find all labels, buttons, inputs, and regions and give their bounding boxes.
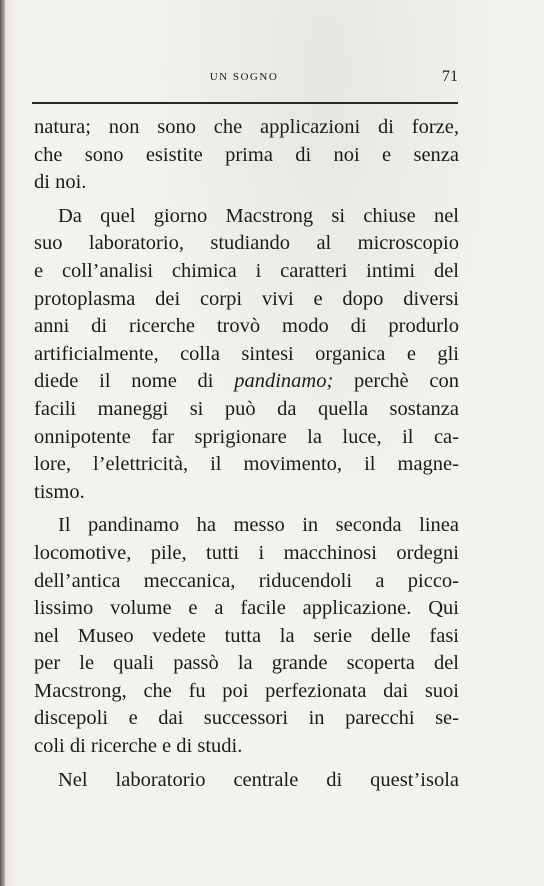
text-line: suo laboratorio, studiando al microscopio xyxy=(34,232,459,255)
text-line: facili maneggi si può da quella sostanza xyxy=(34,397,459,420)
page-header xyxy=(30,68,458,90)
text-line: protoplasma dei corpi vivi e dopo diversi xyxy=(34,287,459,310)
text-line: Nel laboratorio centrale di quest’isola xyxy=(58,768,459,791)
text-line: anni di ricerche trovò modo di produrlo xyxy=(34,315,459,338)
text-line-with-italic xyxy=(34,368,459,396)
text-line: per le quali passò la grande scoperta del xyxy=(34,652,459,675)
text-line: che sono esistite prima di noi e senza xyxy=(34,143,459,166)
body-text xyxy=(34,114,459,794)
text-line: lore, l’elettricità, il movimento, il magne- xyxy=(34,453,459,476)
text-line: nel Museo vedete tutta la serie delle fasi xyxy=(34,624,459,647)
italic-term: pandinamo; xyxy=(234,370,334,393)
page-number: 71 xyxy=(442,68,458,85)
text-segment: perchè con xyxy=(354,370,459,393)
text-line: artificialmente, colla sintesi organica e gli xyxy=(34,342,459,365)
text-line: di noi. xyxy=(34,171,87,194)
text-line: natura; non sono che applicazioni di forze, xyxy=(34,116,459,138)
header-rule xyxy=(32,102,458,104)
running-head: UN SOGNO xyxy=(209,71,279,83)
page-spine-shadow xyxy=(0,0,5,886)
text-line: lissimo volume e a facile applicazione. Qui xyxy=(34,597,459,620)
text-line: coli di ricerche e di studi. xyxy=(34,735,243,758)
text-line: Il pandinamo ha messo in seconda linea xyxy=(58,514,459,537)
text-line: Da quel giorno Macstrong si chiuse nel xyxy=(58,204,459,227)
text-line: onnipotente far sprigionare la luce, il ca- xyxy=(34,425,459,448)
text-line: locomotive, pile, tutti i macchinosi ordegni xyxy=(34,541,459,564)
text-line: e coll’analisi chimica i caratteri intimi del xyxy=(34,259,459,282)
text-line: Macstrong, che fu poi perfezionata dai suoi xyxy=(34,679,459,702)
text-line: dell’antica meccanica, riducendoli a picco- xyxy=(34,569,459,592)
text-line: tismo. xyxy=(34,480,85,503)
text-line: discepoli e dai successori in parecchi se- xyxy=(34,707,459,730)
text-segment: diede il nome di xyxy=(34,370,214,393)
